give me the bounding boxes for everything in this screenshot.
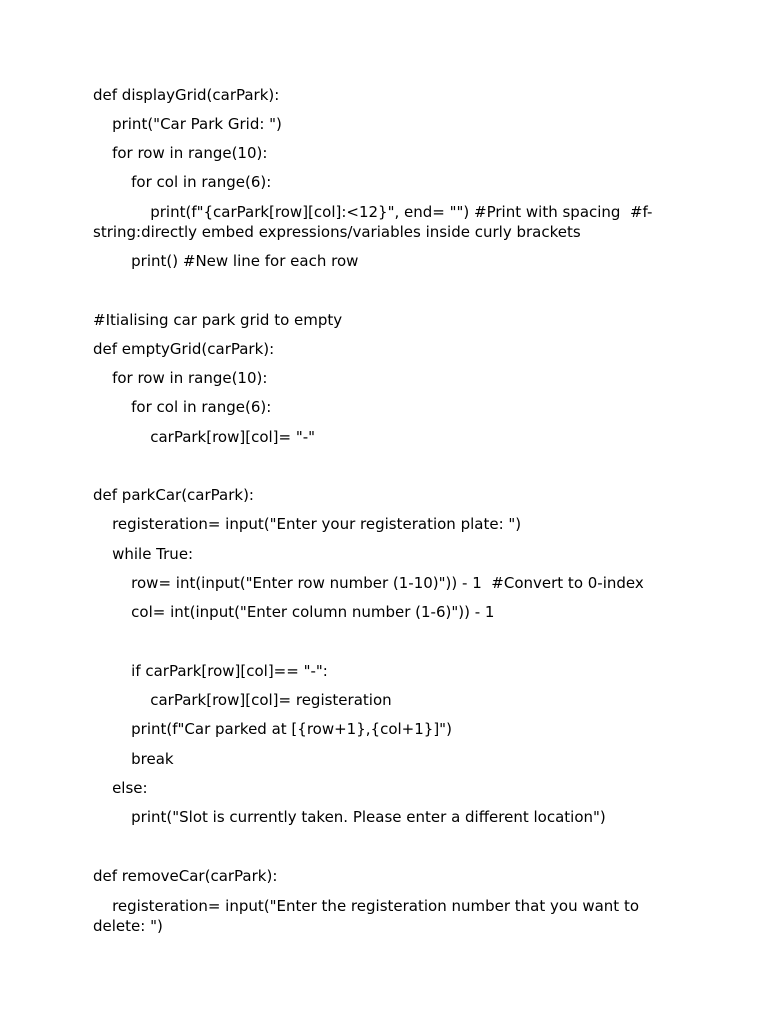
- code-line: col= int(input("Enter column number (1-6)")) - 1: [93, 603, 495, 621]
- code-line: print(f"Car parked at [{row+1},{col+1}]"): [93, 720, 452, 738]
- code-comment-line: #Itialising car park grid to empty: [93, 311, 343, 329]
- code-line: for col in range(6):: [93, 173, 272, 191]
- code-line: if carPark[row][col]== "-":: [93, 662, 328, 680]
- code-line: print(f"{carPark[row][col]:<12}", end= "") #Print with spacing #f-string:directly embed expressions/variables inside curly brackets: [93, 203, 653, 241]
- code-line: registeration= input("Enter the registeration number that you want to delete: "): [93, 897, 644, 935]
- code-line: def removeCar(carPark):: [93, 867, 278, 885]
- code-line: print("Car Park Grid: "): [93, 115, 282, 133]
- code-line: else:: [93, 779, 148, 797]
- code-line: carPark[row][col]= registeration: [93, 691, 392, 709]
- code-line: row= int(input("Enter row number (1-10)")) - 1 #Convert to 0-index: [93, 574, 644, 592]
- code-line: registeration= input("Enter your registeration plate: "): [93, 515, 522, 533]
- code-line: carPark[row][col]= "-": [93, 428, 316, 446]
- code-line: while True:: [93, 545, 194, 563]
- code-line: def parkCar(carPark):: [93, 486, 254, 504]
- code-line: def emptyGrid(carPark):: [93, 340, 275, 358]
- code-line: print("Slot is currently taken. Please enter a different location"): [93, 808, 606, 826]
- code-line: for row in range(10):: [93, 369, 268, 387]
- code-line: for row in range(10):: [93, 144, 268, 162]
- code-line: break: [93, 750, 174, 768]
- code-line: print() #New line for each row: [93, 252, 359, 270]
- code-line: for col in range(6):: [93, 398, 272, 416]
- code-line: def displayGrid(carPark):: [93, 86, 280, 104]
